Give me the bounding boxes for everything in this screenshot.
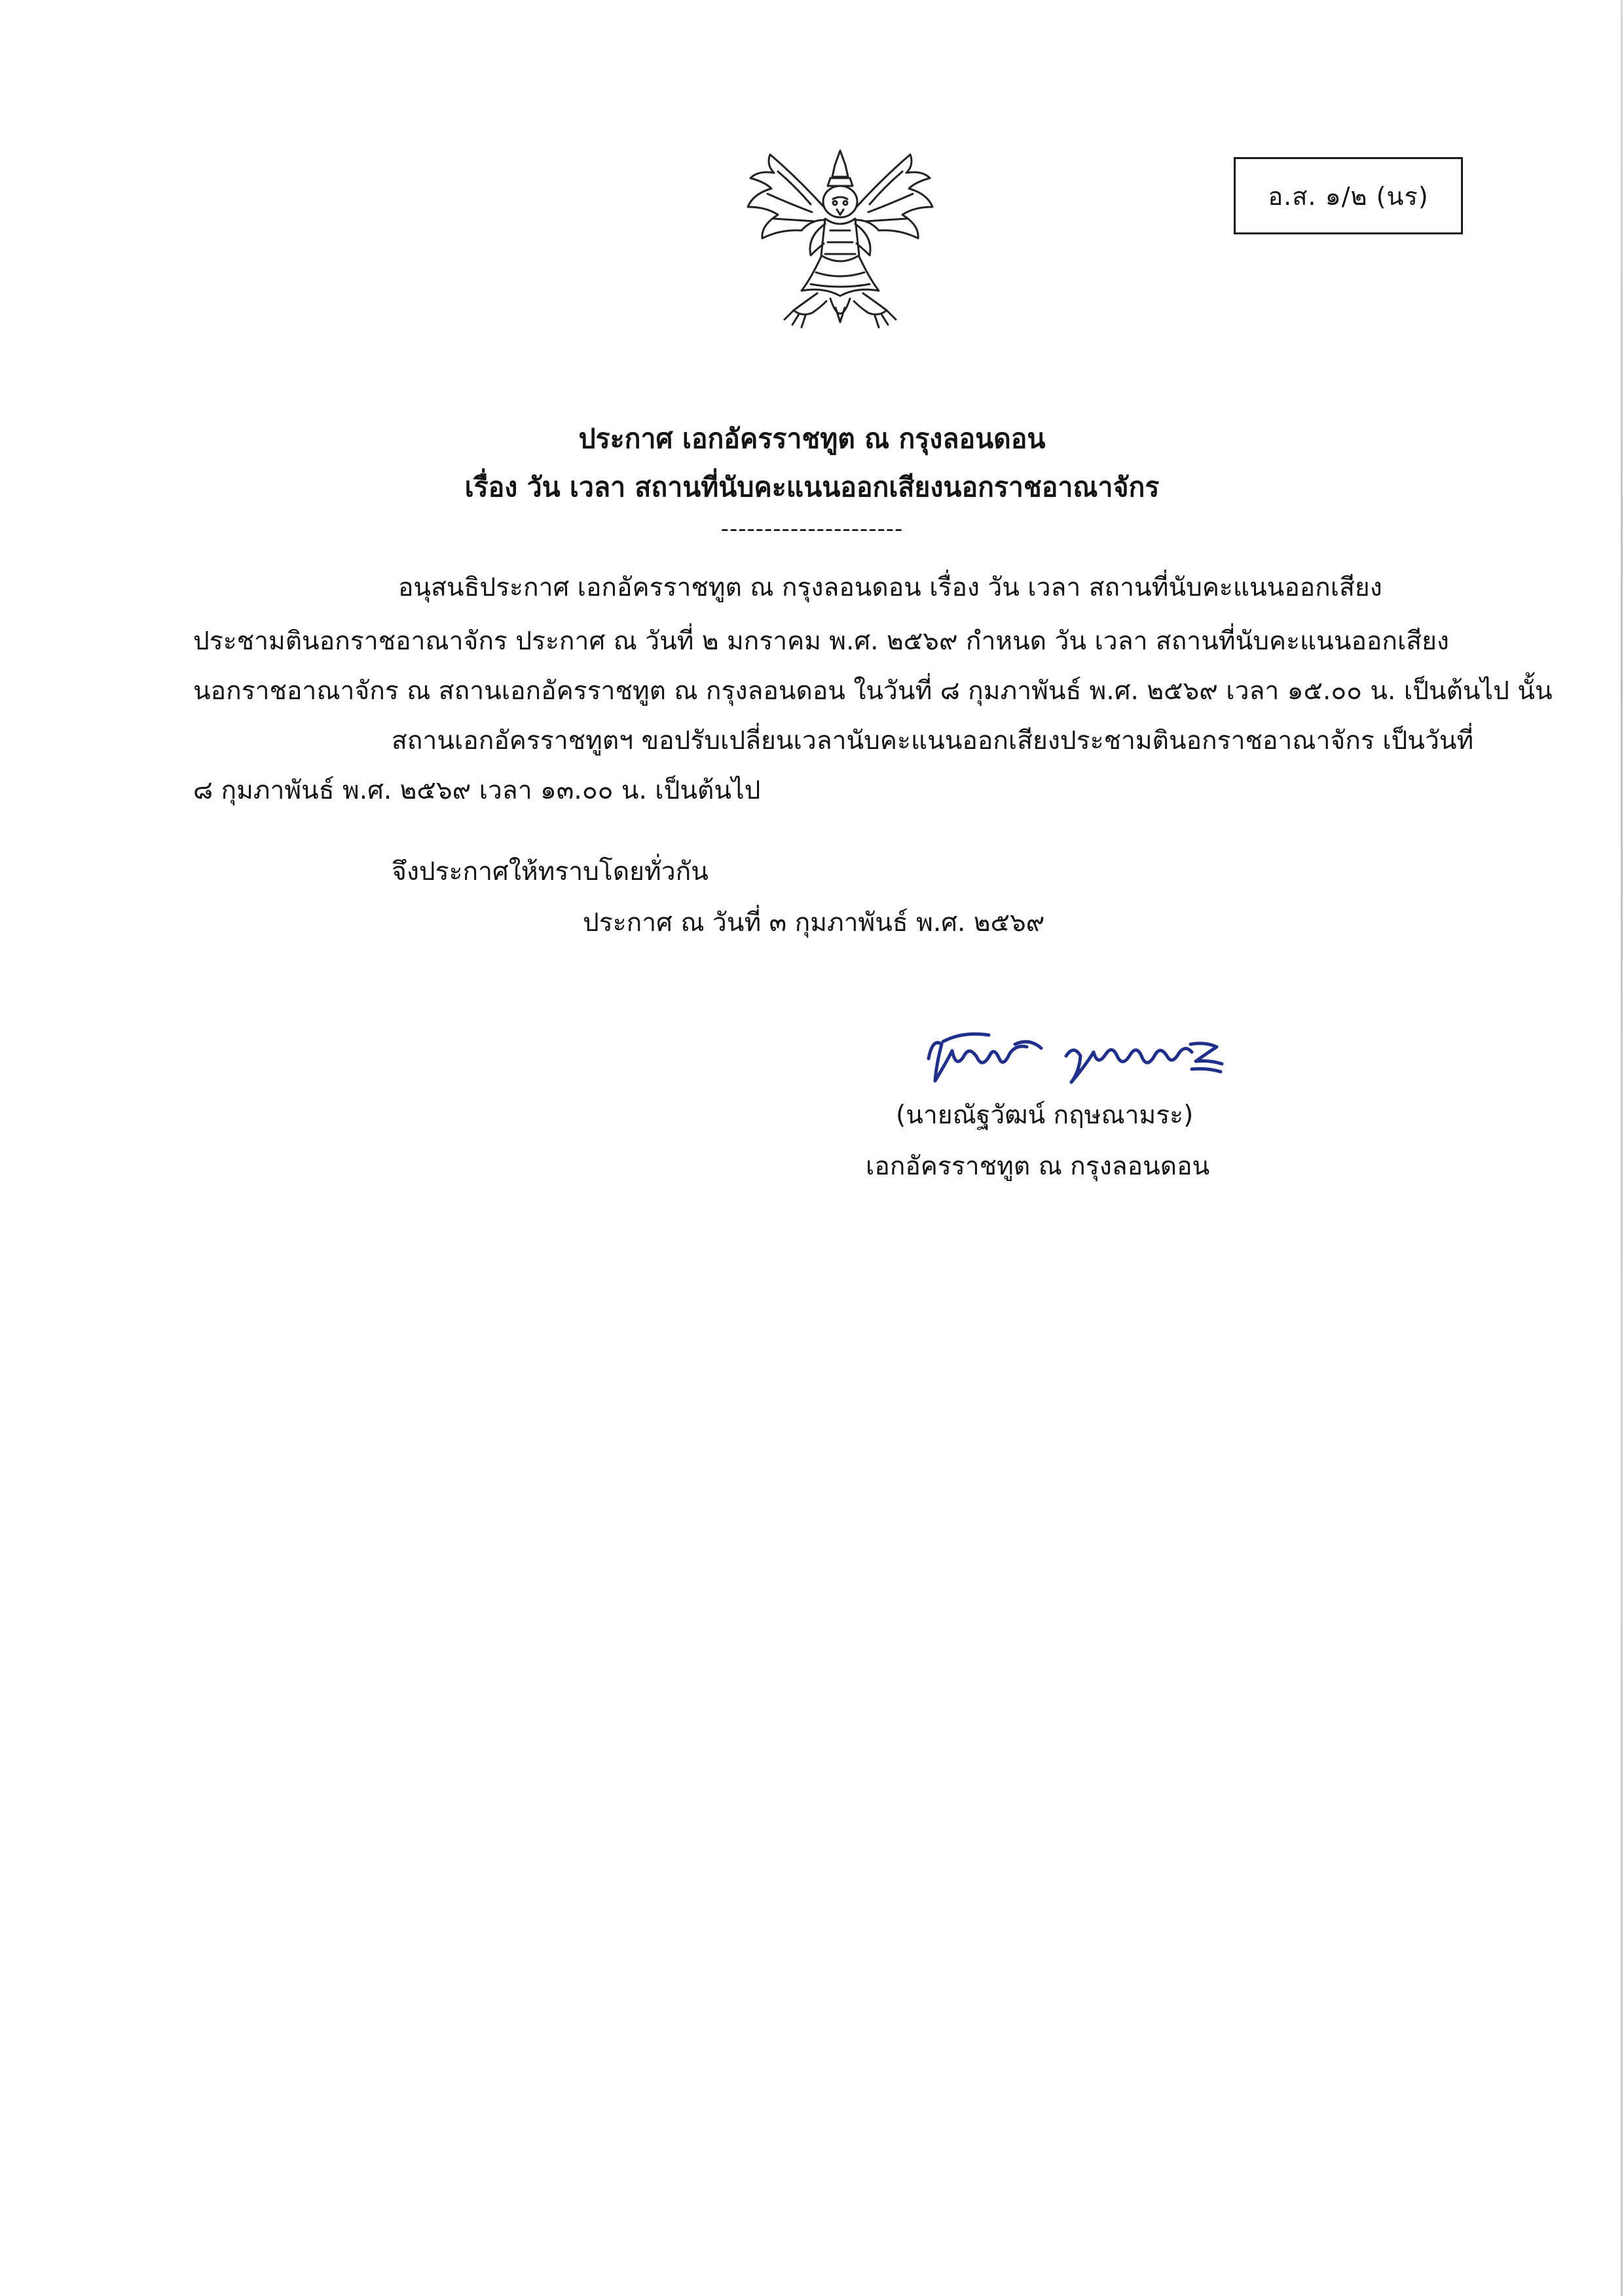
announcement-title: ประกาศ เอกอัครราชทูต ณ กรุงลอนดอน	[578, 423, 1046, 454]
body-line: อนุสนธิประกาศ เอกอัครราชทูต ณ กรุงลอนดอน เรื่อง วัน เวลา สถานที่นับคะแนนออกเสียง	[398, 573, 1382, 602]
announcement-subject: เรื่อง วัน เวลา สถานที่นับคะแนนออกเสียงนอกราชอาณาจักร	[464, 471, 1160, 503]
signer-title: เอกอัครราชทูต ณ กรุงลอนดอน	[866, 1152, 1210, 1181]
body-line: ประชามตินอกราชอาณาจักร ประกาศ ณ วันที่ ๒ มกราคม พ.ศ. ๒๕๖๙ กำหนด วัน เวลา สถานที่นับคะแนนออกเสียง	[193, 627, 1449, 656]
handwritten-signature	[917, 1018, 1231, 1093]
body-line: นอกราชอาณาจักร ณ สถานเอกอัครราชทูต ณ กรุงลอนดอน ในวันที่ ๘ กุมภาพันธ์ พ.ศ. ๒๕๖๙ เวลา ๑๕.๐๐ น. เป็นต้นไป นั้น	[193, 676, 1553, 706]
scan-edge	[1621, 0, 1623, 2296]
body-line: สถานเอกอัครราชทูตฯ ขอปรับเปลี่ยนเวลานับคะแนนออกเสียงประชามตินอกราชอาณาจักร เป็นวันที่	[392, 726, 1474, 756]
issued-date: ประกาศ ณ วันที่ ๓ กุมภาพันธ์ พ.ศ. ๒๕๖๙	[583, 908, 1045, 938]
garuda-emblem-icon	[739, 139, 942, 338]
closing-statement: จึงประกาศให้ทราบโดยทั่วกัน	[392, 857, 709, 886]
document-code: อ.ส. ๑/๒ (นร)	[1268, 181, 1429, 211]
document-code-box	[1234, 157, 1463, 234]
signer-name: (นายณัฐวัฒน์ กฤษณามระ)	[896, 1101, 1194, 1130]
body-line: ๘ กุมภาพันธ์ พ.ศ. ๒๕๖๙ เวลา ๑๓.๐๐ น. เป็นต้นไป	[193, 776, 761, 805]
title-divider: ---------------------	[720, 516, 904, 542]
